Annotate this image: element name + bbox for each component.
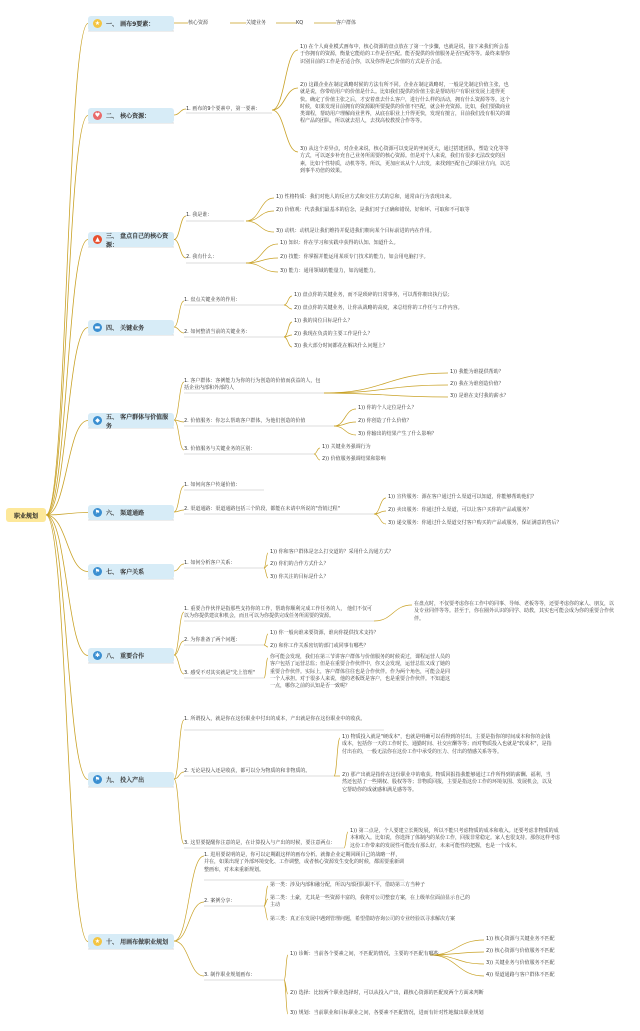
item-text: 关键业务 <box>246 20 267 26</box>
connector <box>174 109 186 115</box>
leaf-text: 3)) 关键业务与价值服务不匹配 <box>486 960 555 966</box>
root-connector <box>46 116 88 516</box>
leaf-text: 1)) 关键业务强调行为 <box>322 444 371 450</box>
connector <box>264 645 268 647</box>
leaf-text: 在盘点时，不仅要考虑你在工作中的同事、导师、老板等等，还要考虑你的家人、朋友，以及专业同伴等等。甚至于，你在圈外认识的同学、助教，其实也可能会成为你的重要合作伙伴。 <box>414 601 615 622</box>
leaf-text: 2)) 技能：你掌握并能运用某项专门技术的能力，如会用电脑打字。 <box>280 254 429 260</box>
item-text: KQ <box>296 20 304 26</box>
leaf-text: 第二类：土豪，尤其是一些资源丰富的，我将对公司整套方案，在上级单位面前显示自己的主动 <box>270 895 471 909</box>
category-label: 一、 画布9要素： <box>106 21 155 28</box>
leaf-text: 3)) 递交服务：你通过什么渠道交付客户购买的产品或服务，保证满意的售后？ <box>388 520 562 526</box>
leaf-text: 1)) 诊断：当前各个要素之间，不匹配的情况，主要的不匹配有哪些 <box>290 951 439 957</box>
connector <box>174 720 184 779</box>
connector <box>174 564 184 571</box>
leaf-text: 2)) 盘点你的关键业务，让你从战略的高度，来总结你的工作任与工作内容。 <box>294 305 463 311</box>
leaf-text: 3)) 你输出的结果产生了什么影响？ <box>358 431 437 437</box>
category-node[interactable] <box>88 413 174 428</box>
connector <box>314 454 320 460</box>
subtopic-label: 2. 渠道通路：渠道通路包括三个阶段，都能在未请中所说的"营销过程" <box>184 506 340 512</box>
category-label: 五、 客户群体与价值服务 <box>106 413 169 430</box>
leaf-text: 2)) 和你工作关系密切的部门或同事有哪些？ <box>270 643 369 649</box>
leaf-text: 3)) 能力：通用领域的能量力，如沟通能力。 <box>280 268 379 274</box>
subtopic-label: 1. 如何分析客户关系： <box>184 560 236 566</box>
leaf-text: 2)) 价值观：代表我们最基本的信念，是我们对于正确和错误、好和坏、可取和不可取等 <box>276 207 470 213</box>
leaf-text: 1)) 知识：你在学习和实践中获得的认知、知道什么。 <box>280 240 399 246</box>
connector <box>174 301 184 327</box>
connector <box>284 955 288 980</box>
root-connector <box>46 513 88 516</box>
subtopic-label: 1. 画布的9个要素中，第一要素： <box>186 106 261 112</box>
connector <box>174 655 184 674</box>
leaf-text: 2)) 我在为谁创造价值？ <box>450 381 504 387</box>
category-node[interactable] <box>88 505 174 520</box>
root-connector <box>46 328 88 516</box>
connector <box>334 426 356 435</box>
item-text: 客户群体 <box>336 20 357 26</box>
leaf-text: 你可能会发现，我们在第三节讲客户群体与价值服务的时候说过，课程运营人员的客户包括了运营总监；但是在重要合作伙伴中，你又会发现，运营总监又成了她的重要合作伙伴。实际上，客户群体往往也是合作伙伴。作为两个角色，可能会是同一个人承担。对于很多人来说，他的老板既是客户，也是重要合作伙伴。不知道这一点，哪你之前的认知是否一致呢？ <box>270 654 451 689</box>
connector <box>314 448 320 454</box>
category-node[interactable] <box>88 772 174 787</box>
paragraph-text: 1)) 在个人商业模式画布中，核心资源的盘点放在了第一个步骤，也就是说，接下来我们所会基于你拥有的资源，衡量它能给的工作是否匹配。能否提供的价值服务是否匹配等等。最终来帮你识别目前的工作是否适合你，以及你得是已价值的方式是否合适。 <box>300 44 511 65</box>
connector <box>374 498 386 514</box>
leaf-text: 4)) 渠道通路与客户群体不匹配 <box>486 972 555 978</box>
connector <box>374 605 412 621</box>
leaf-text: 1)) 核心资源与关键业务不匹配 <box>486 936 555 942</box>
snowflake-icon: ✱ <box>94 652 101 659</box>
connector <box>174 779 184 844</box>
flag-icon: ⚑ <box>94 509 101 516</box>
subtopic-label: 2. 我有什么： <box>186 254 218 260</box>
leaf-text: 3)) 我大部分时间都花在解决什么问题上？ <box>294 343 388 349</box>
connector <box>324 393 448 397</box>
subtopic-label: 3. 这里要提醒你注意的是，在计算投入与产出的时候，要注意两点： <box>184 840 336 846</box>
category-label: 九、 投入产出 <box>106 777 145 784</box>
connector <box>174 216 186 240</box>
subtopic-label: 1. 客户群体：客例能力为你的行为创造的价值而获益的人，包括企业内部和外部的人 <box>184 378 321 392</box>
subtopic-label: 1. 所谓投入，就是你在这份职业中付出的成本，产出就是你在这份职业中的收获。 <box>184 716 366 722</box>
subtopic-label: 1. 我是谁： <box>186 212 213 218</box>
connector <box>272 50 298 110</box>
subtopic-label: 1. 盘点关键业务的作用： <box>184 297 241 303</box>
leaf-text: 1)) 性格特质：我们对他人的反应方式和交往方式的总和，通常由行为表现出来。 <box>276 194 455 200</box>
connector <box>174 486 184 512</box>
subtopic-label: 3. 感受不对其实就是"先上管理" <box>184 670 255 676</box>
paragraph-text: 3)) 从这个差异点，对企业来说，核心资源可以变是的坐间更大，通过搭建团队，塑造文化等等方式，可以逐步补充自己业务所需要的核心资源。但是对个人来说，我们有很多无法改变的因素，比如个性特质，动机等等。所以，更加应该从个人出发，来找到匹配自己的职业方向，以达到事半功倍的效果。 <box>300 146 511 174</box>
connector <box>284 337 292 347</box>
connector <box>174 902 204 941</box>
heart-icon: ♥ <box>94 112 101 119</box>
connector <box>246 198 274 221</box>
subtopic-label: 3. 制作职业规划画布： <box>204 972 256 978</box>
connector <box>174 382 184 420</box>
connector <box>246 211 274 221</box>
leaf-text: 1)) 第二点是，个人要建立长期发展，所以不能只考虑物质的成本和收入。还要考虑非物质的成本和收入。比如说，你选择了体制内的某份工作，回报非常稳定。家人也很支持。那你这样考虑这份工作带来的发展性可能没有那么好，未来可能性的把握，也是一个成本。 <box>350 828 561 849</box>
leaf-text: 1)) 你一般向谁来要资源，谁向你提供技术支持？ <box>270 630 379 636</box>
subtopic-label: 1. 重要合作伙伴是指那些支持你的工作，帮助你顺利完成工作任务的人， 他们不仅可以为你提供建议和机会，而且可以为你提供完成任务所需要的资源。 <box>184 606 372 620</box>
connector <box>264 658 268 678</box>
category-node[interactable] <box>88 16 174 31</box>
connector <box>174 941 204 976</box>
fire-icon: ▲ <box>93 235 102 244</box>
connector <box>324 385 448 393</box>
category-node[interactable] <box>88 934 174 949</box>
subtopic-label: 2. 为你准备了两个问题： <box>184 637 241 643</box>
star-icon: ★ <box>94 938 101 945</box>
share-icon: ◆ <box>93 416 102 425</box>
connector <box>284 305 292 309</box>
connector <box>174 420 184 450</box>
connector <box>174 327 184 333</box>
connector <box>174 240 186 259</box>
item-text: 核心资源 <box>188 20 209 26</box>
root-connector <box>46 515 88 780</box>
leaf-text: 2)) 你创造了什么价值？ <box>358 418 412 424</box>
connector <box>264 906 268 920</box>
leaf-text: 1)) 我能为谁提供帮助？ <box>450 369 504 375</box>
leaf-text: 第三类：真正在发展中遇到管理问题，希望借助咨询公司的专业经验以寻求解决方案 <box>270 916 456 922</box>
paragraph-text: 2)) 这跟企业在制定战略时候的方法有所不同。企业在制定战略时，一般是先制定价值主张，也就是说，你带给用户的价值是什么。比如我们提供的价值主张是帮助用户有职业发展上进得更快。确定了价值主张之后，才安着盘去什么客户，进行什么样的活动，拥有什么资源等等。这个时候，如果发现目前拥有的资源跟所要提供的价值不匹配，就会补充资源。比如，我们要做商业类课程，帮助用户理解商业世界，从底在职业上升得更快，发现有擅言，目前我们没有相关的课程产品的团队，所以就去招人，去找高校教授合作等等。 <box>300 82 511 125</box>
subtopic-label: 1. 进用要说明的是，你可以定期跟这样的画布分析。就像企业定期回顾目己的战略一样，并在，如果出现了外部环境变化、工作调整，或者核心资源发生变化的时候，都需要重新调整画布，对未来重新规划。 <box>204 852 405 873</box>
subtopic-label: 2. 案例分享： <box>204 898 236 904</box>
leaf-text: 3)) 你关注的目标是什么？ <box>270 574 329 580</box>
connector <box>246 221 274 232</box>
connector <box>374 514 386 524</box>
leaf-text: 第一类：涉及内部和融分配，所以内部团队跟不平，借助第三方当种子 <box>270 882 426 888</box>
folder-icon: ▬ <box>94 324 101 331</box>
leaf-text: 2)) 核心资源与价值服务不匹配 <box>486 948 555 954</box>
root-node[interactable]: 职业规划 <box>6 508 46 522</box>
category-label: 二、 核心资源： <box>106 113 151 120</box>
leaf-text: 2)) 那产出就是指你在这份职业中的收获。物质回报指我能够通过工作所得到的薪酬、福利，当然还包括了一些期权、股权等等；非物质回报，主要是指这份工作的环境氛围、发展机会，以及它帮助你的成就感和满足感等等。 <box>342 772 553 793</box>
category-label: 四、 关键业务 <box>106 325 145 332</box>
leaf-text: 1)) 你的个人定位是什么？ <box>358 405 417 411</box>
category-label: 三、 盘点自己的核心资源： <box>106 232 169 249</box>
flag-icon: ⚑ <box>94 776 101 783</box>
connector <box>174 856 204 941</box>
category-label: 八、 重要合作 <box>106 653 145 660</box>
connector <box>284 296 292 305</box>
root-connector <box>46 240 88 516</box>
category-node[interactable] <box>88 232 174 247</box>
leaf-text: 2)) 选择：比较两个职业选择时，可以从投入产出，跟核心资源的匹配度两个方面来判断 <box>290 990 484 996</box>
flag-icon: ⚑ <box>94 568 101 575</box>
root-connector <box>46 24 88 516</box>
leaf-text: 3)) 动机：动机是让我们维持并促进我们朝向某个目标前进的内在作用。 <box>276 228 435 234</box>
root-connector <box>46 515 88 942</box>
leaf-text: 2)) 卖出服务：你通过什么渠道，可以让客户买你的产品或服务？ <box>388 507 532 513</box>
category-node[interactable] <box>88 108 174 123</box>
category-node[interactable] <box>88 564 174 579</box>
leaf-text: 2)) 我现在负责的主要工作是什么？ <box>294 331 373 337</box>
category-node[interactable] <box>88 320 174 335</box>
connector <box>344 832 348 848</box>
connector <box>374 511 386 514</box>
leaf-text: 1)) 物质投入就是"硬成本"，也就是明确可以看得到的付出。主要是指你的时间成本和你的金钱成本，包括你一天的工作时长、通勤时间、社交应酬等等；而对物质投入也就是"软成本"，是指付出在的，一般无法你在这份工作中承受的压力、付出的情感关系等等。 <box>342 734 552 755</box>
connector <box>324 373 448 393</box>
leaf-text: 1)) 盘点你的关键业务，而不是琐碎的日常事务，可以帮你朝出执行层； <box>294 292 453 298</box>
category-label: 六、 渠道通路 <box>106 510 145 517</box>
leaf-text: 2)) 价值服务强调结果和影响 <box>322 456 386 462</box>
connector <box>334 738 340 776</box>
leaf-text: 1)) 你和客户群体是怎么打交道的？采用什么沟通方式？ <box>270 549 394 555</box>
category-label: 七、 客户关系 <box>106 569 145 576</box>
subtopic-label: 2. 无论是投入还是收获，都可以分为物质的和非物质的。 <box>184 768 311 774</box>
root-connector <box>46 515 88 656</box>
connector <box>264 568 268 578</box>
category-label: 十、 用画布做职业规划 <box>106 939 169 946</box>
leaf-text: 3)) 规划：当前职业和目标职业之间，各要素不匹配情况，进而有针对性地做出职业规划 <box>290 1010 484 1016</box>
subtopic-label: 1. 如何向客户传递价值： <box>184 482 241 488</box>
connector <box>246 263 278 272</box>
connector <box>272 110 298 152</box>
leaf-text: 2)) 你们的合作方式什么？ <box>270 561 329 567</box>
star-icon: ★ <box>94 20 101 27</box>
subtopic-label: 2. 如何整清当前的关键业务： <box>184 329 251 335</box>
leaf-text: 3)) 是谁在支付我的薪水？ <box>450 393 509 399</box>
leaf-text: 1)) 我的岗位目标是什么？ <box>294 318 353 324</box>
subtopic-label: 2. 价值服务：你怎么帮助客户群体，为他们创造的价值 <box>184 418 306 424</box>
leaf-text: 1)) 宣传服务：源在客户通过什么渠道可以知道，你能够帮助他们？ <box>388 494 537 500</box>
subtopic-label: 3. 价值服务与关键业务的区别： <box>184 446 256 452</box>
connector <box>334 409 356 426</box>
category-node[interactable] <box>88 648 174 663</box>
